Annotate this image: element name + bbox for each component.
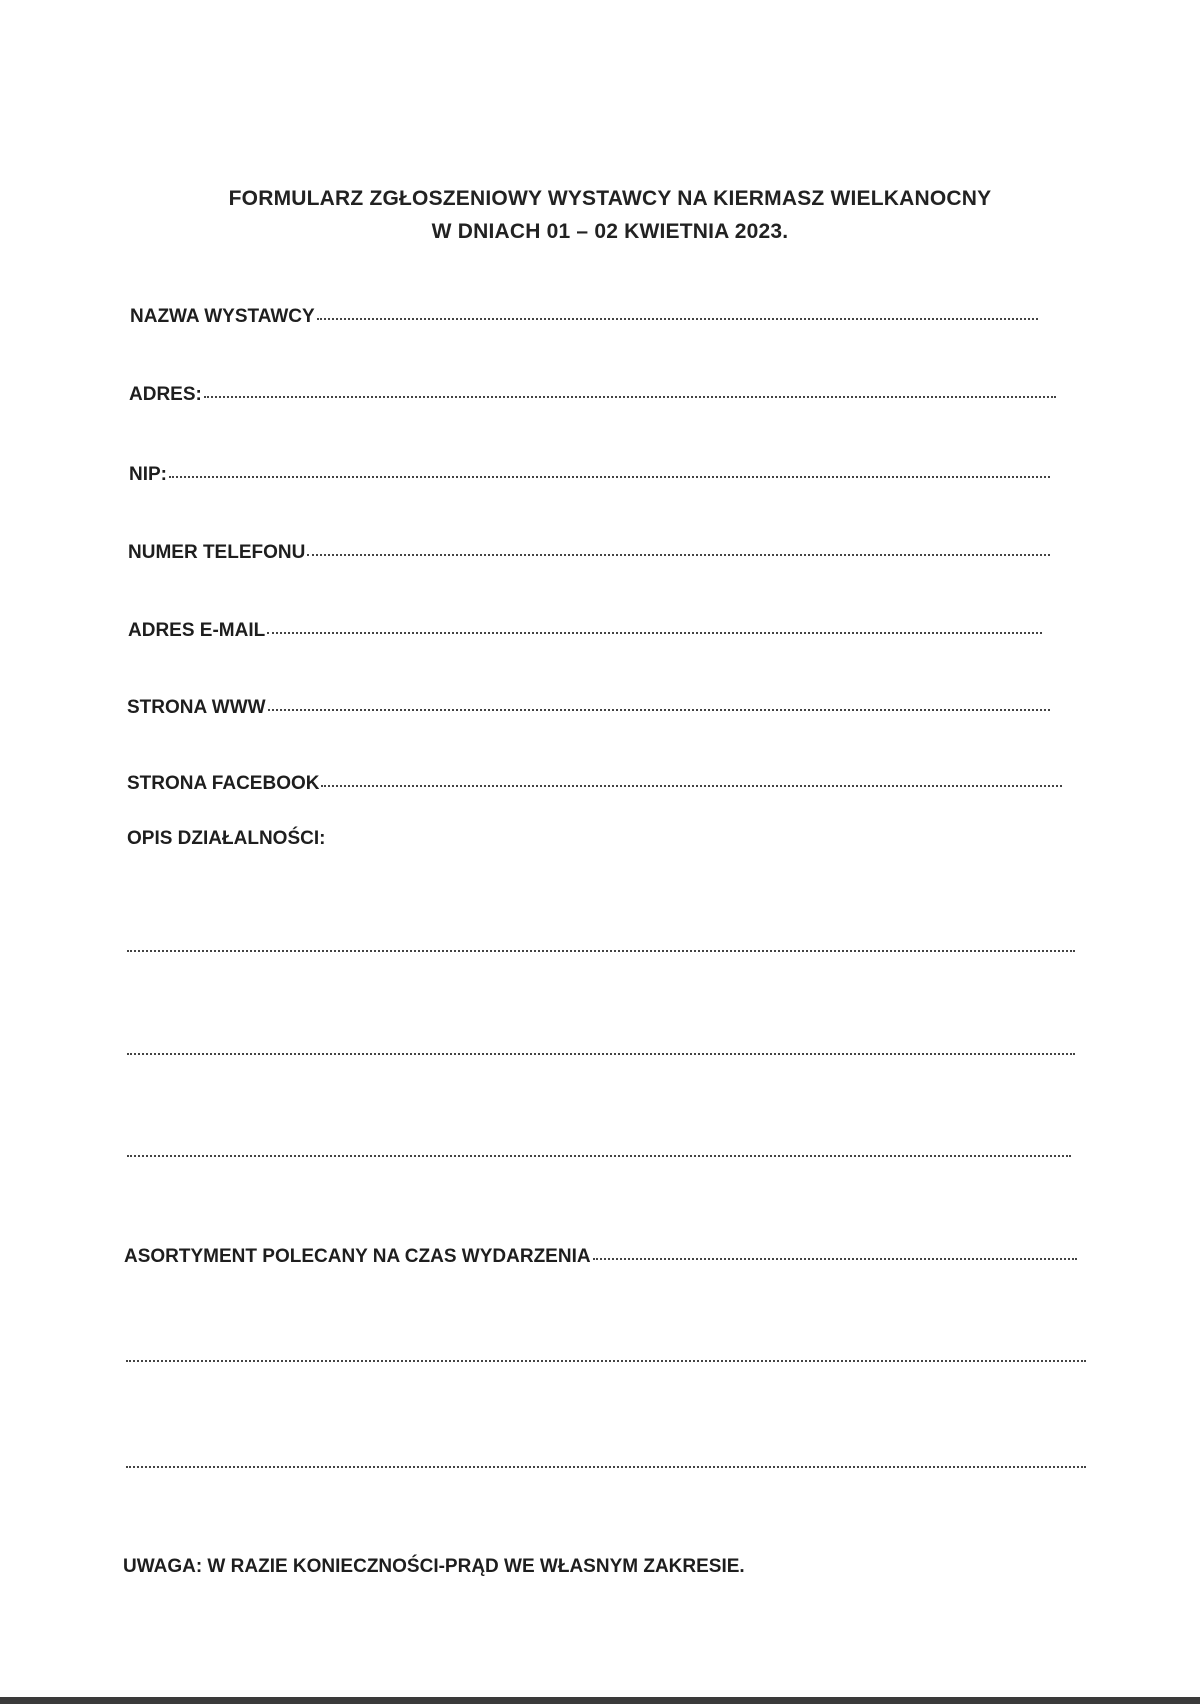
- field-facebook[interactable]: [127, 773, 1062, 795]
- assortment-line-2[interactable]: [126, 1466, 1086, 1468]
- dotted-fill-line[interactable]: [267, 632, 1042, 634]
- dotted-fill-line[interactable]: [317, 318, 1038, 320]
- field-label: NIP:: [129, 464, 167, 485]
- field-label: ASORTYMENT POLECANY NA CZAS WYDARZENIA: [124, 1246, 591, 1267]
- field-label: STRONA WWW: [127, 697, 266, 718]
- field-label: ADRES E-MAIL: [128, 620, 266, 641]
- dotted-fill-line[interactable]: [169, 476, 1050, 478]
- form-title-line-2: W DNIACH 01 – 02 KWIETNIA 2023.: [431, 220, 789, 243]
- dotted-fill-line[interactable]: [321, 785, 1062, 787]
- form-title-line-1: FORMULARZ ZGŁOSZENIOWY WYSTAWCY NA KIERMASZ WIELKANOCNY: [228, 187, 992, 210]
- dotted-fill-line[interactable]: [268, 709, 1050, 711]
- dotted-fill-line[interactable]: [593, 1258, 1077, 1260]
- field-label: NAZWA WYSTAWCY: [130, 306, 315, 327]
- field-label: ADRES:: [129, 384, 202, 405]
- dotted-fill-line[interactable]: [204, 396, 1056, 398]
- field-address[interactable]: [129, 384, 1056, 406]
- field-exhibitor-name[interactable]: [130, 306, 1038, 328]
- bottom-edge-bar: [0, 1697, 1200, 1704]
- field-label: NUMER TELEFONU: [128, 542, 306, 563]
- activity-description-label: OPIS DZIAŁALNOŚCI:: [127, 828, 326, 849]
- field-website[interactable]: [127, 697, 1050, 719]
- activity-description-line-2[interactable]: [127, 1053, 1075, 1055]
- power-supply-note: UWAGA: W RAZIE KONIECZNOŚCI-PRĄD WE WŁASNYM ZAKRESIE.: [123, 1556, 745, 1577]
- field-phone[interactable]: [128, 542, 1050, 564]
- field-label: STRONA FACEBOOK: [127, 773, 320, 794]
- field-assortment[interactable]: [124, 1246, 1077, 1268]
- dotted-fill-line[interactable]: [307, 554, 1050, 556]
- assortment-line-1[interactable]: [126, 1360, 1086, 1362]
- activity-description-line-1[interactable]: [127, 950, 1075, 952]
- field-email[interactable]: [128, 620, 1042, 642]
- activity-description-line-3[interactable]: [127, 1155, 1071, 1157]
- field-nip[interactable]: [129, 464, 1050, 486]
